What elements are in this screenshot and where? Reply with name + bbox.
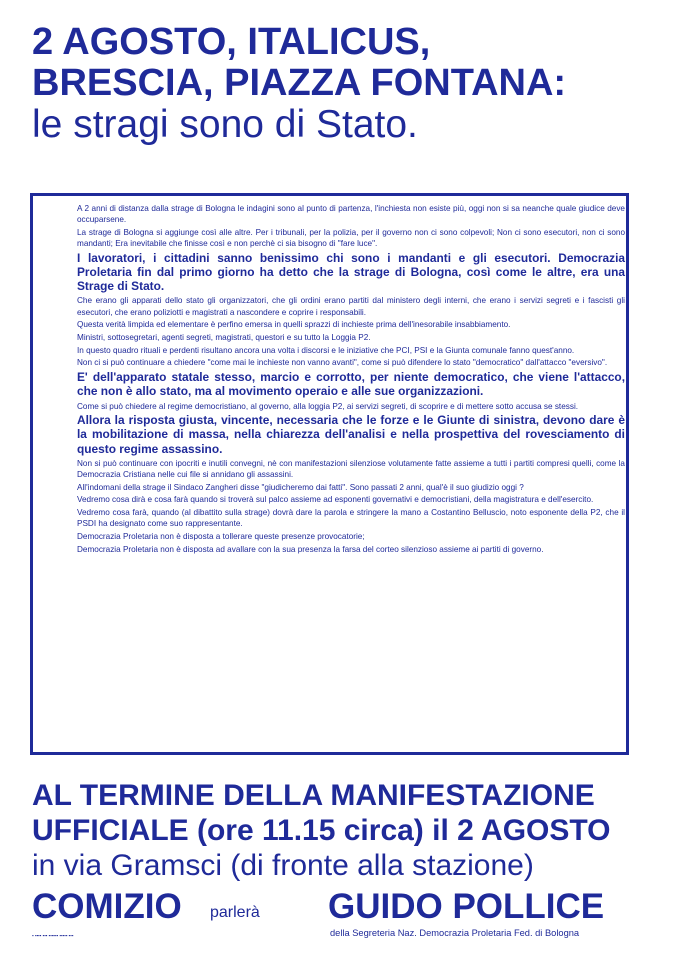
paragraph: Che erano gli apparati dello stato gli organizzatori, che gli ordini erano partiti dal ministero degli interni, che erano i servizi segreti e i fascisti gli esecutori, che erano poliziotti e magistrati a nascondere e coprire i responsabili. xyxy=(77,296,625,317)
paragraph: Come si può chiedere al regime democristiano, al governo, alla loggia P2, ai servizi segreti, di scoprire e di mettere sotto accusa se stessi. xyxy=(77,401,579,411)
comizio-label: COMIZIO xyxy=(32,887,182,926)
paragraph: All'indomani della strage il Sindaco Zangheri disse "giudicheremo dai fatti". Sono passati 2 anni, qual'è il suo giudizio oggi ? xyxy=(77,482,524,492)
bold-paragraph: I lavoratori, i cittadini sanno benissimo chi sono i mandanti e gli esecutori. Democrazia Proletaria fin dal primo giorno ha detto che la strage di Bologna, così come le altre, era una Strage di Stato. xyxy=(77,250,625,294)
paragraph: Ministri, sottosegretari, agenti segreti, magistrati, questori e su tutto la Loggia P2. xyxy=(77,333,371,343)
speaker-row xyxy=(32,887,652,937)
paragraph: Democrazia Proletaria non è disposta ad avallare con la sua presenza la farsa del corteo silenzioso assieme ai partiti di governo. xyxy=(77,544,544,554)
paragraph: La strage di Bologna si aggiunge così alle altre. Per i tribunali, per la polizia, per il governo non ci sono colpevoli; Non ci sono esecutori, non ci sono mandanti; Era inevitabile che finisse così e non perchè ci sia bisogno di "fare luce". xyxy=(77,227,625,249)
headline-line-2: BRESCIA, PIAZZA FONTANA: xyxy=(32,62,567,104)
printer-imprint: ▪ ▪▪▪▪ ▪▪▪ ▪▪▪▪▪▪ ▪▪▪▪▪ ▪▪▪ xyxy=(32,933,74,938)
rally-line-2: UFFICIALE (ore 11.15 circa) il 2 AGOSTO xyxy=(32,814,611,847)
text-box xyxy=(30,193,629,755)
bold-paragraph: E' dell'apparato statale stesso, marcio e corrotto, per niente democratico, che viene l'attacco, che non è allo stato, ma al movimento operaio e alle sue organizzazioni. xyxy=(77,370,625,399)
paragraph: Non ci si può continuare a chiedere "come mai le inchieste non vanno avanti", come si può difendere lo stato "democratico" dall'attacco "eversivo". xyxy=(77,358,608,368)
speaker-name: GUIDO POLLICE xyxy=(328,887,605,926)
bold-paragraph: Allora la risposta giusta, vincente, necessaria che le forze e le Giunte di sinistra, devono dare è la mobilitazione di massa, nella chiarezza dell'analisi e nella prospettiva del rovesciamento di questo regime assassino. xyxy=(77,413,625,456)
headline xyxy=(32,22,652,145)
headline-line-1: 2 AGOSTO, ITALICUS, xyxy=(32,21,431,63)
paragraph: Vedremo cosa dirà e cosa farà quando si troverà sul palco assieme ad esponenti governativi e democristiani, della magistratura e dell'esercito. xyxy=(77,495,594,505)
paragraph: Vedremo cosa farà, quando (al dibattito sulla strage) dovrà dare la parola e stringere la mano a Costantino Belluscio, noto esponente della P2, che il PSDI ha designato come suo rappresentante. xyxy=(77,508,625,529)
rally-announcement xyxy=(32,778,642,883)
paragraph: Democrazia Proletaria non è disposta a tollerare queste presenze provocatorie; xyxy=(77,532,365,542)
rally-line-1: AL TERMINE DELLA MANIFESTAZIONE xyxy=(32,779,595,812)
paragraph: In questo quadro rituali e perdenti risultano ancora una volta i discorsi e le iniziative che PCI, PSI e la Giunta comunale fanno quest'anno. xyxy=(77,345,575,355)
text-box-content xyxy=(77,203,625,556)
paragraph: A 2 anni di distanza dalla strage di Bologna le indagini sono al punto di partenza, l'inchiesta non esiste più, oggi non si sa neanche quale giudice deve occuparsene. xyxy=(77,204,625,225)
speaker-affiliation: della Segreteria Naz. Democrazia Proletaria Fed. di Bologna xyxy=(330,928,580,938)
paragraph: Non si può continuare con ipocriti e inutili convegni, nè con manifestazioni silenziose volutamente fatte assieme a tutti i partiti compresi quelli, come la Democrazia Cristiana nelle cui file si annidano gli assassini. xyxy=(77,458,625,480)
headline-line-3: le stragi sono di Stato. xyxy=(32,103,418,146)
rally-line-3: in via Gramsci (di fronte alla stazione) xyxy=(32,849,534,882)
paragraph: Questa verità limpida ed elementare è perfino emersa in quelli sprazzi di inchieste prima dell'inesorabile insabbiamento. xyxy=(77,320,511,330)
parlera-label: parlerà xyxy=(210,904,260,921)
